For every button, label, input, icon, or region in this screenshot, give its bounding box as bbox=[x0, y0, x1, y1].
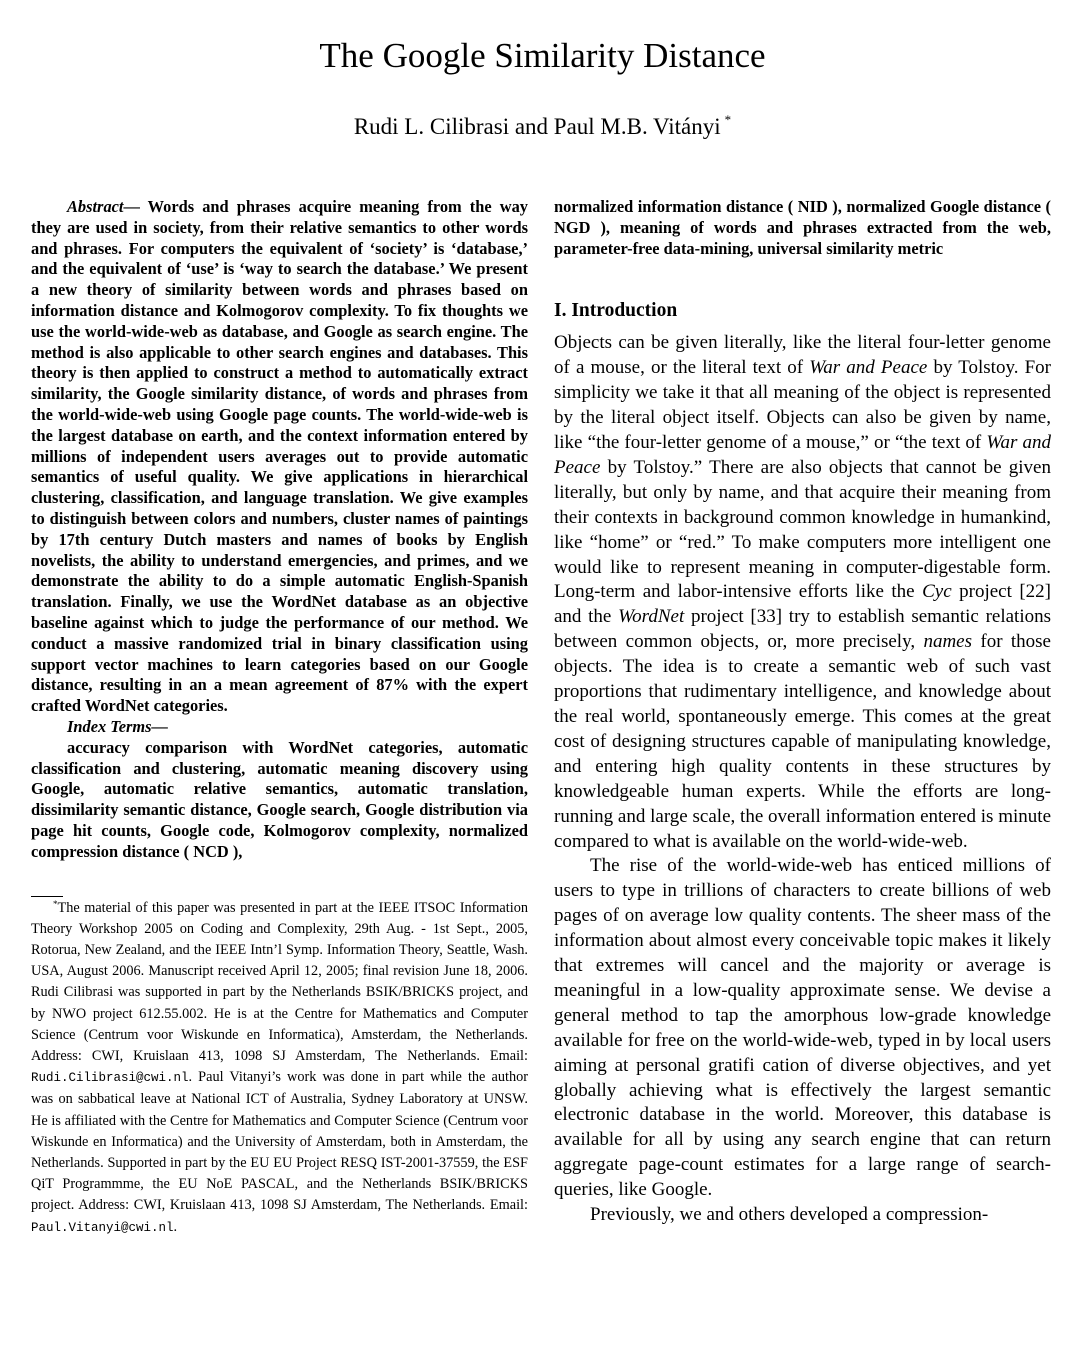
email-vitanyi: Paul.Vitanyi@cwi.nl bbox=[31, 1220, 174, 1235]
p1-text-a: Objects can be given literally, like the literal four-letter genome of a mouse, or the literal text of bbox=[554, 332, 1051, 379]
p1-text-e: project [33] try to establish semantic relations between common objects, or, more precisely, bbox=[554, 606, 1051, 653]
book-title-war-and-peace-2: War and Peace bbox=[554, 432, 1051, 478]
intro-paragraph-2: The rise of the world-wide-web has enticed millions of users to type in trillions of characters to create billions of web pages of on average low quality contents. The sheer mass of the information about almost every conceivable topic makes it likely that extremes will cancel and the majority or average is meaningful in a low-quality approximate sense. We devise a general method to tap the amorphous low-grade knowledge available for free on the world-wide-web, typed in by local users aiming at personal gratifi cation of diverse objectives, and yet globally achieving what is effectively the largest semantic electronic database in the world. Moreover, this database is available for all by using any search engine that can return aggregate page-count estimates for a large range of search-queries, like Google. bbox=[554, 855, 1051, 1201]
emphasis-names: names bbox=[923, 631, 973, 653]
abstract-dash: — bbox=[123, 197, 148, 216]
footnote-mark: * bbox=[53, 898, 58, 909]
email-cilibrasi: Rudi.Cilibrasi@cwi.nl bbox=[31, 1071, 189, 1086]
footnote-text-2: . Paul Vitanyi’s work was done in part while the author was on sabbatical leave at National ICT of Australia, Sydney Laboratory at UNSW. He is affiliated with the Centre for Mathematics and Computer Science (Centrum voor Wiskunde en Informatica) and the University of Amsterdam, both in Amsterdam, the Netherlands. Supported in part by the EU EU Project RESQ IST-2001-37559, the ESF QiT Programmme, the EU NoE PASCAL, and the Netherlands BSIK/BRICKS project. Address: CWI, Kruislaan 413, 1098 SJ Amsterdam, The Netherlands. Email: bbox=[31, 1069, 528, 1214]
author-footnote-mark: * bbox=[724, 112, 732, 127]
p1-text-d: project [22] and the bbox=[554, 581, 1052, 628]
index-terms-label: Index Terms— bbox=[67, 716, 168, 736]
p1-text-b: by Tolstoy. For simplicity we take it that all meaning of the object is represented by the literal object itself. Objects can also be given by name, like “the four-letter genome of a mouse,” or “the text of bbox=[554, 357, 1051, 454]
book-title-war-and-peace: War and Peace bbox=[809, 357, 928, 379]
authors: Rudi L. Cilibrasi and Paul M.B. Vitányi bbox=[353, 114, 721, 139]
p1-text-c: by Tolstoy.” There are also objects that cannot be given literally, but only by name, and that acquire their meaning from their contexts in background common knowledge in humankind, like “home” or “red.” To make computers more intelligent one would like to represent meaning in computer-digestable form. Long-term and labor-intensive efforts like the bbox=[554, 456, 1051, 603]
footnote-text-3: . bbox=[173, 1218, 178, 1235]
intro-paragraph-1 bbox=[554, 331, 1051, 854]
abstract-label: Abstract bbox=[67, 197, 124, 216]
intro-paragraph-3: Previously, we and others developed a compression- bbox=[590, 1204, 989, 1226]
abstract bbox=[31, 197, 528, 717]
section-heading-introduction: I. Introduction bbox=[554, 300, 678, 322]
footnote-text-1: The material of this paper was presented in part at the IEEE ITSOC Information Theory Workshop 2005 on Coding and Complexity, 29th Aug. - 1st Sept., 2005, Rotorua, New Zealand, and the IEEE Intn’l Symp. Information Theory, Seattle, Wash. USA, August 2006. Manuscript received April 12, 2005; final revision June 18, 2006. Rudi Cilibrasi was supported in part by the Netherlands BSIK/BRICKS project, and by NWO project 612.55.002. He is at the Centre for Mathematics and Computer Science (Centrum voor Wiskunde en Informatica), Amsterdam, the Netherlands. Address: CWI, Kruislaan 413, 1098 SJ Amsterdam, The Netherlands. Email: bbox=[31, 899, 528, 1064]
project-cyc: Cyc bbox=[922, 581, 952, 603]
project-wordnet: WordNet bbox=[618, 606, 685, 628]
abstract-text: Words and phrases acquire meaning from the way they are used in society, from their relative semantics to other words and phrases. For computers the equivalent of ‘society’ is ‘database,’ and the equivalent of ‘use’ is ‘way to search the database.’ We present a new theory of similarity between words and phrases based on information distance and Kolmogorov complexity. To fix thoughts we use the world-wide-web as database, and Google as search engine. The method is also applicable to other search engines and databases. This theory is then applied to construct a method to automatically extract similarity, the Google similarity distance, of words and phrases from the world-wide-web using Google page counts. The world-wide-web is the largest database on earth, and the context information entered by millions of independent users averages out to provide automatic semantics of useful quality. We give applications in hierarchical clustering, classification, and language translation. We give examples to distinguish between colors and numbers, cluster names of paintings by 17th century Dutch masters and names of books by English novelists, the ability to understand emergencies, and primes, and we demonstrate the ability to do a simple automatic English-Spanish translation. Finally, we use the WordNet database as an objective baseline against which to judge the performance of our method. We conduct a massive randomized trial in binary classification using support vector machines to learn categories based on our Google distance, resulting in an a mean agreement of 87% with the expert crafted WordNet categories. bbox=[31, 197, 528, 716]
footnote bbox=[31, 894, 528, 1239]
p1-text-f: for those objects. The idea is to create a semantic web of such vast proportions that rudimentary intelligence, and knowledge about the real world, spontaneously emerge. This comes at the great cost of designing structures capable of manipulating knowledge, and entering high quality contents in these structures by knowledgeable human experts. While the efforts are long-running and large scale, the overall information entered is minute compared to what is available on the world-wide-web. bbox=[554, 631, 1051, 852]
paper-title: The Google Similarity Distance bbox=[319, 36, 766, 75]
right-column bbox=[554, 197, 1051, 1228]
author-line bbox=[0, 106, 1085, 141]
index-terms-continued: normalized information distance ( NID ), normalized Google distance ( NGD ), meaning of words and phrases extracted from the web, parameter-free data-mining, universal similarity metric bbox=[554, 197, 1051, 258]
index-terms-text: accuracy comparison with WordNet categories, automatic classification and clustering, automatic meaning discovery using Google, automatic relative semantics, automatic translation, dissimilarity semantic distance, Google search, Google distribution via page hit counts, Google code, Kolmogorov complexity, normalized compression distance ( NCD ), bbox=[31, 737, 528, 861]
left-column bbox=[31, 197, 528, 1239]
